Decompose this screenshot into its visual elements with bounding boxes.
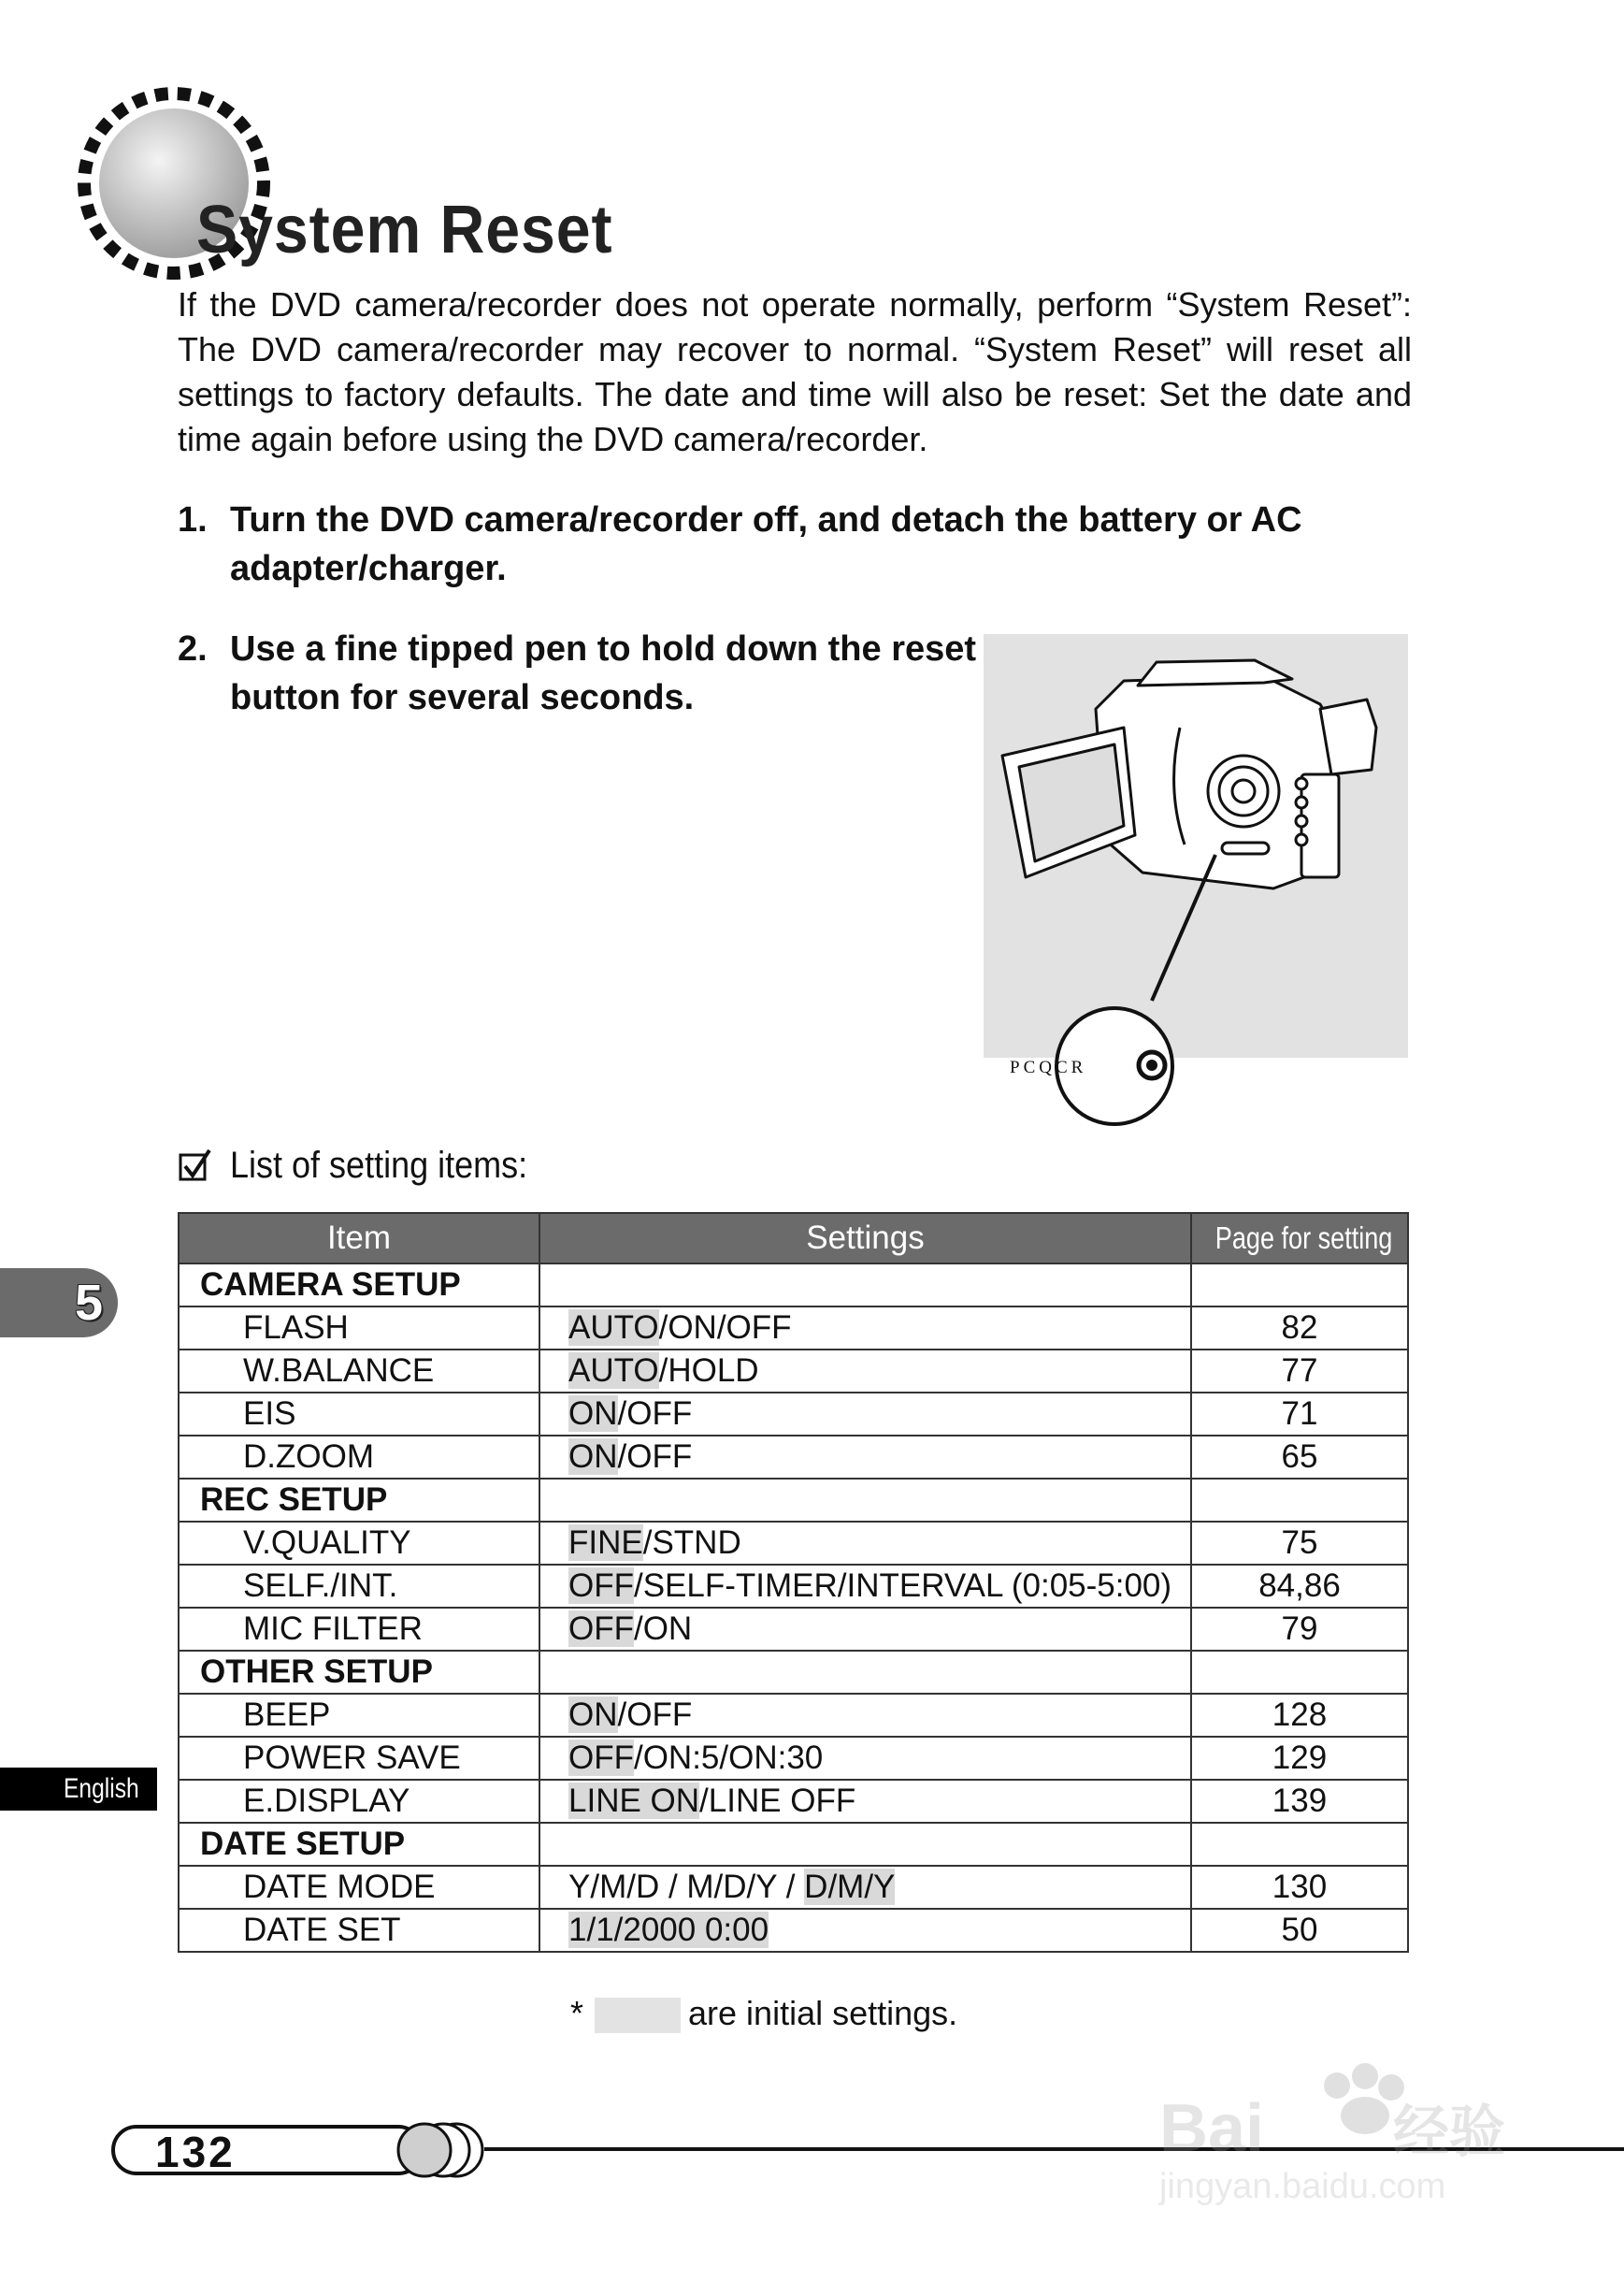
table-row [179, 1694, 1408, 1737]
page-cell: 139 [1191, 1780, 1408, 1823]
initial-setting: OFF [568, 1567, 634, 1604]
table-row [179, 1737, 1408, 1780]
initial-setting: LINE ON [568, 1783, 700, 1819]
setting-options: /OFF [617, 1696, 693, 1733]
settings-cell [539, 1737, 1191, 1780]
empty-cell [1191, 1479, 1408, 1522]
settings-cell [539, 1608, 1191, 1651]
list-heading-label: List of setting items: [230, 1144, 528, 1186]
settings-cell [539, 1307, 1191, 1350]
table-row [179, 1393, 1408, 1436]
header-settings: Settings [539, 1213, 1191, 1263]
settings-cell [539, 1909, 1191, 1952]
empty-cell [539, 1651, 1191, 1694]
svg-text:Bai: Bai [1159, 2091, 1265, 2166]
category-cell: CAMERA SETUP [179, 1263, 539, 1307]
table-row [179, 1780, 1408, 1823]
page-cell: 75 [1191, 1522, 1408, 1565]
table-body [179, 1263, 1408, 1952]
initial-setting: AUTO [568, 1309, 659, 1346]
empty-cell [539, 1823, 1191, 1866]
setting-options: /OFF [617, 1395, 693, 1432]
table-category-row [179, 1823, 1408, 1866]
item-cell: SELF./INT. [179, 1565, 539, 1608]
initial-setting: ON [568, 1438, 618, 1475]
svg-text:jingyan.baidu.com: jingyan.baidu.com [1159, 2167, 1446, 2206]
page-cell: 82 [1191, 1307, 1408, 1350]
initial-setting: AUTO [568, 1352, 659, 1389]
item-cell: FLASH [179, 1307, 539, 1350]
settings-cell [539, 1565, 1191, 1608]
settings-table [178, 1212, 1409, 1953]
initial-setting: ON [568, 1395, 618, 1432]
initial-setting: 1/1/2000 0:00 [568, 1912, 769, 1948]
initial-setting: OFF [568, 1610, 634, 1647]
empty-cell [1191, 1823, 1408, 1866]
initial-setting: D/M/Y [804, 1869, 896, 1905]
category-cell: OTHER SETUP [179, 1651, 539, 1694]
empty-cell [1191, 1651, 1408, 1694]
setting-options: /OFF [617, 1438, 693, 1475]
settings-cell [539, 1780, 1191, 1823]
table-row [179, 1436, 1408, 1479]
step-text: Turn the DVD camera/recorder off, and detach the battery or AC adapter/charger. [230, 500, 1302, 588]
item-cell: BEEP [179, 1694, 539, 1737]
step-text: Use a fine tipped pen to hold down the reset button for several seconds. [230, 629, 977, 717]
step-2 [178, 625, 982, 722]
reset-label: PCQCR [1010, 1058, 1087, 1077]
table-row [179, 1909, 1408, 1952]
language-label: English [64, 1773, 139, 1804]
setting-options: /ON [633, 1610, 693, 1647]
footnote-star: * [570, 1994, 584, 2032]
checkbox-icon [178, 1148, 213, 1183]
list-heading [178, 1143, 560, 1187]
svg-text:经验: 经验 [1393, 2101, 1505, 2163]
chapter-number: 5 [75, 1275, 104, 1331]
category-cell: REC SETUP [179, 1479, 539, 1522]
settings-cell [539, 1866, 1191, 1909]
table-category-row [179, 1651, 1408, 1694]
footnote-text: are initial settings. [688, 1994, 958, 2032]
empty-cell [539, 1263, 1191, 1307]
table-category-row [179, 1263, 1408, 1307]
table-row [179, 1608, 1408, 1651]
empty-cell [539, 1479, 1191, 1522]
page-cell: 79 [1191, 1608, 1408, 1651]
setting-options: Y/M/D / M/D/Y / [568, 1869, 805, 1905]
step-1 [178, 496, 1393, 593]
settings-cell [539, 1350, 1191, 1393]
empty-cell [1191, 1263, 1408, 1307]
setting-options: /STND [642, 1524, 741, 1561]
setting-options: /SELF-TIMER/INTERVAL (0:05-5:00) [633, 1567, 1172, 1604]
page-cell: 71 [1191, 1393, 1408, 1436]
page-cell: 130 [1191, 1866, 1408, 1909]
item-cell: DATE SET [179, 1909, 539, 1952]
setting-options: /ON/OFF [658, 1309, 792, 1346]
page-cell: 50 [1191, 1909, 1408, 1952]
initial-setting: OFF [568, 1740, 634, 1776]
footnote [570, 1994, 957, 2033]
header-page: Page for setting [1191, 1213, 1408, 1263]
watermark-logo [1141, 2048, 1533, 2216]
initial-setting: ON [568, 1696, 618, 1733]
item-cell: DATE MODE [179, 1866, 539, 1909]
settings-cell [539, 1393, 1191, 1436]
settings-cell [539, 1694, 1191, 1737]
page-cell: 65 [1191, 1436, 1408, 1479]
settings-cell [539, 1522, 1191, 1565]
page-title: System Reset [196, 193, 613, 267]
table-row [179, 1866, 1408, 1909]
page-cell: 84,86 [1191, 1565, 1408, 1608]
table-row [179, 1307, 1408, 1350]
header-item: Item [179, 1213, 539, 1263]
table-category-row [179, 1479, 1408, 1522]
setting-options: /HOLD [658, 1352, 759, 1389]
item-cell: POWER SAVE [179, 1737, 539, 1780]
setting-options: /LINE OFF [699, 1783, 856, 1819]
initial-setting: FINE [568, 1524, 643, 1561]
setting-options: /ON:5/ON:30 [633, 1740, 824, 1776]
item-cell: D.ZOOM [179, 1436, 539, 1479]
item-cell: V.QUALITY [179, 1522, 539, 1565]
step-number: 2. [178, 629, 208, 669]
table-row [179, 1565, 1408, 1608]
page-cell: 77 [1191, 1350, 1408, 1393]
item-cell: E.DISPLAY [179, 1780, 539, 1823]
initial-setting-swatch [595, 1998, 681, 2033]
table-header-row [179, 1213, 1408, 1263]
table-row [179, 1522, 1408, 1565]
settings-cell [539, 1436, 1191, 1479]
page-cell: 129 [1191, 1737, 1408, 1780]
page-cell: 128 [1191, 1694, 1408, 1737]
page-number: 132 [155, 2128, 236, 2176]
intro-paragraph: If the DVD camera/recorder does not operate normally, perform “System Reset”: The DVD camera/recorder may recover to normal. “System Reset” will reset all settings to factory defaults. The date and time will also be reset: Set the date and time again before using the DVD camera/recorder. [178, 285, 1412, 458]
step-number: 1. [178, 500, 208, 540]
item-cell: EIS [179, 1393, 539, 1436]
camcorder-illustration [984, 634, 1414, 1139]
item-cell: MIC FILTER [179, 1608, 539, 1651]
table-row [179, 1350, 1408, 1393]
item-cell: W.BALANCE [179, 1350, 539, 1393]
category-cell: DATE SETUP [179, 1823, 539, 1866]
